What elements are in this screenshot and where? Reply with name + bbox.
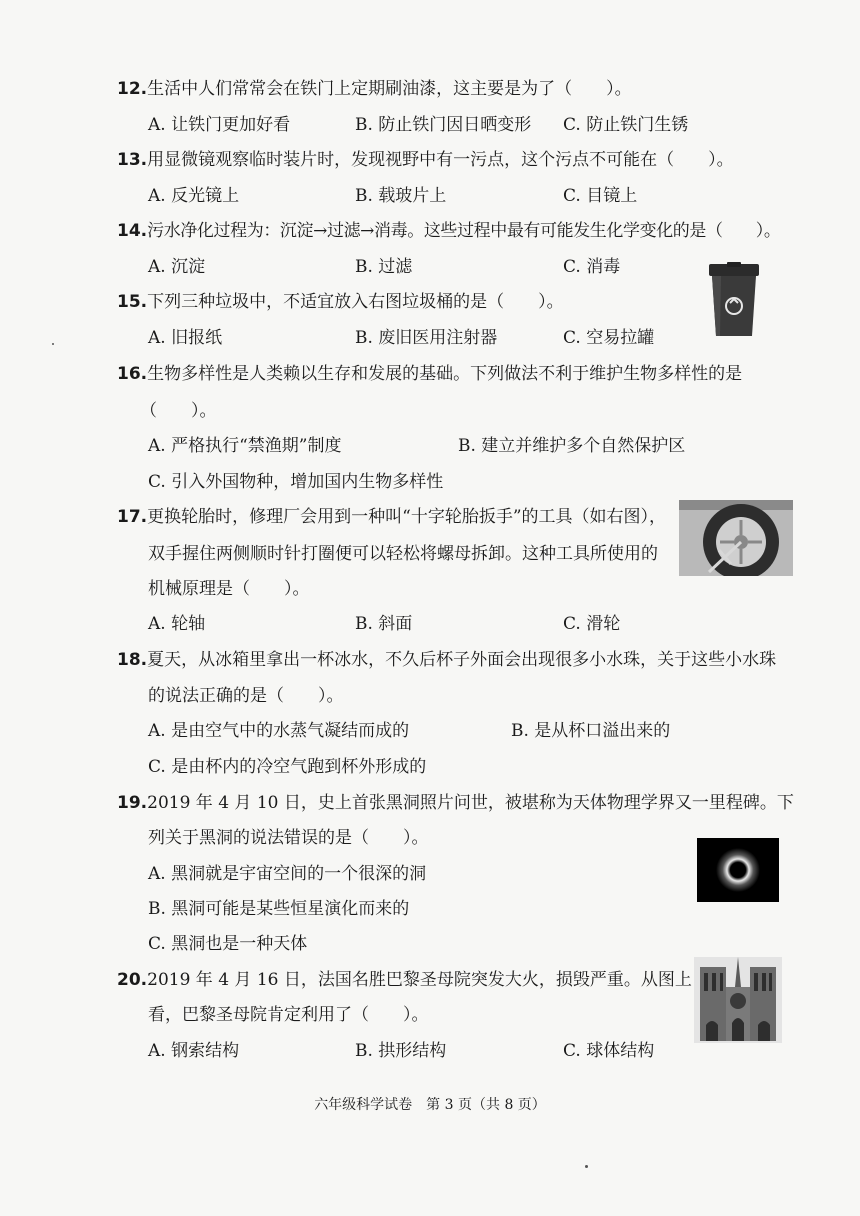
question-number: 16. <box>117 364 148 384</box>
question-text: 更换轮胎时，修理厂会用到一种叫“十字轮胎扳手”的工具（如右图）， <box>147 507 667 527</box>
option-a: A. 是由空气中的水蒸气凝结而成的 <box>148 721 410 741</box>
question-number: 12. <box>117 79 148 99</box>
question-text: 生物多样性是人类赖以生存和发展的基础。下列做法不利于维护生物多样性的是 <box>147 364 743 384</box>
option-c: C. 引入外国物种，增加国内生物多样性 <box>148 472 444 492</box>
option-a: A. 轮轴 <box>148 614 206 634</box>
option-b: B. 防止铁门因日晒变形 <box>355 115 532 135</box>
question-19 <box>117 791 794 815</box>
question-14 <box>117 219 781 243</box>
page-footer: 六年级科学试卷 第 3 页（共 8 页） <box>314 1097 546 1113</box>
option-a: A. 钢索结构 <box>148 1041 240 1061</box>
question-text: 夏天，从冰箱里拿出一杯冰水，不久后杯子外面会出现很多小水珠，关于这些小水珠 <box>147 650 777 670</box>
option-c: C. 黑洞也是一种天体 <box>148 934 308 954</box>
question-13 <box>117 148 734 172</box>
question-number: 14. <box>117 221 148 241</box>
question-text-continued: 机械原理是（ ）。 <box>148 579 310 599</box>
option-b: B. 过滤 <box>355 257 413 277</box>
option-b: B. 废旧医用注射器 <box>355 328 498 348</box>
question-15 <box>117 290 564 314</box>
question-text-continued: （ ）。 <box>140 401 217 421</box>
question-number: 18. <box>117 650 148 670</box>
question-20 <box>117 968 692 992</box>
option-c: C. 消毒 <box>563 257 621 277</box>
notre-dame-image <box>694 957 782 1043</box>
option-b: B. 建立并维护多个自然保护区 <box>458 436 686 456</box>
question-16 <box>117 362 742 386</box>
trash-bin-image <box>707 262 761 338</box>
option-b: B. 载玻片上 <box>355 186 447 206</box>
question-17 <box>117 505 666 529</box>
option-a: A. 沉淀 <box>148 257 206 277</box>
question-text-continued: 看，巴黎圣母院肯定利用了（ ）。 <box>148 1005 429 1025</box>
scan-speck <box>52 343 54 345</box>
scan-speck <box>585 1165 588 1168</box>
tire-wrench-image <box>679 500 793 576</box>
option-c: C. 空易拉罐 <box>563 328 655 348</box>
option-a: A. 旧报纸 <box>148 328 223 348</box>
option-a: A. 反光镜上 <box>148 186 240 206</box>
question-text: 2019 年 4 月 16 日，法国名胜巴黎圣母院突发大火，损毁严重。从图上 <box>147 970 692 990</box>
question-number: 19. <box>117 793 148 813</box>
option-c: C. 目镜上 <box>563 186 638 206</box>
question-number: 17. <box>117 507 148 527</box>
option-a: A. 严格执行“禁渔期”制度 <box>148 436 342 456</box>
option-a: A. 黑洞就是宇宙空间的一个很深的洞 <box>148 864 427 884</box>
option-c: C. 球体结构 <box>563 1041 655 1061</box>
option-b: B. 斜面 <box>355 614 413 634</box>
option-c: C. 防止铁门生锈 <box>563 115 689 135</box>
question-text: 生活中人们常常会在铁门上定期刷油漆，这主要是为了（ ）。 <box>147 79 632 99</box>
option-b: B. 拱形结构 <box>355 1041 447 1061</box>
question-text-continued: 列关于黑洞的说法错误的是（ ）。 <box>148 828 429 848</box>
option-c: C. 是由杯内的冷空气跑到杯外形成的 <box>148 757 427 777</box>
question-text: 下列三种垃圾中，不适宜放入右图垃圾桶的是（ ）。 <box>147 292 564 312</box>
option-b: B. 是从杯口溢出来的 <box>511 721 671 741</box>
question-text: 用显微镜观察临时装片时，发现视野中有一污点，这个污点不可能在（ ）。 <box>147 150 734 170</box>
option-b: B. 黑洞可能是某些恒星演化而来的 <box>148 899 410 919</box>
question-number: 20. <box>117 970 148 990</box>
question-text: 2019 年 4 月 10 日，史上首张黑洞照片问世，被堪称为天体物理学界又一里程碑。下 <box>147 793 794 813</box>
question-18 <box>117 648 776 672</box>
option-a: A. 让铁门更加好看 <box>148 115 291 135</box>
question-text: 污水净化过程为：沉淀→过滤→消毒。这些过程中最有可能发生化学变化的是（ ）。 <box>147 221 781 241</box>
question-12 <box>117 77 632 101</box>
question-text-continued: 的说法正确的是（ ）。 <box>148 686 344 706</box>
question-text-continued: 双手握住两侧顺时针打圈便可以轻松将螺母拆卸。这种工具所使用的 <box>148 544 658 564</box>
black-hole-image <box>697 838 779 902</box>
option-c: C. 滑轮 <box>563 614 621 634</box>
question-number: 13. <box>117 150 148 170</box>
question-number: 15. <box>117 292 148 312</box>
